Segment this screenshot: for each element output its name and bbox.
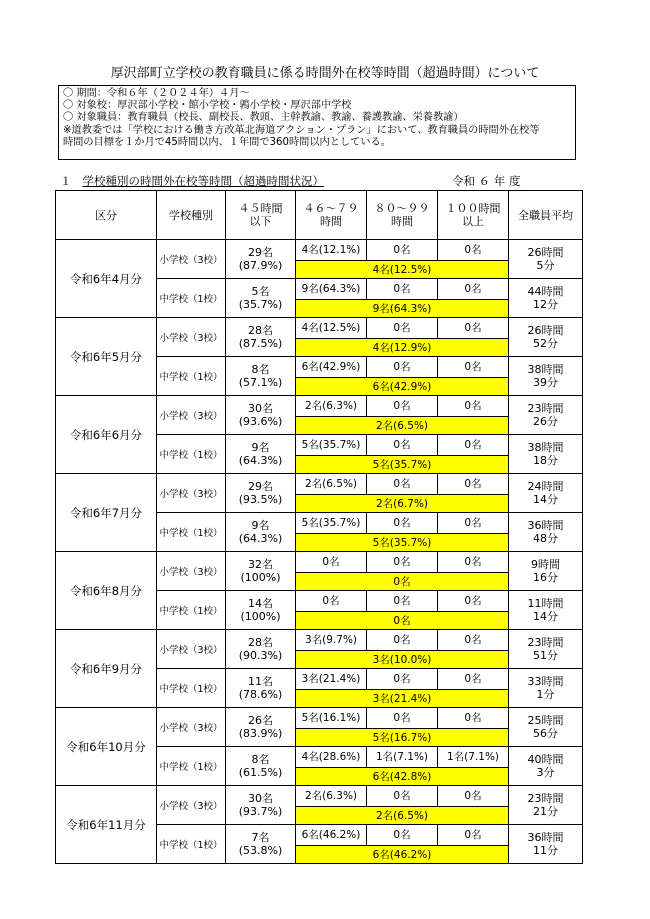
table-row (56, 552, 583, 573)
over-45h-total: 0名 (296, 573, 509, 591)
section-number: １ (60, 174, 72, 188)
section-title: 学校種別の時間外在校等時間（超過時間状況） (82, 174, 324, 188)
table-row (56, 396, 583, 417)
over-45h-total: 2名(6.7%) (296, 495, 509, 513)
note-period: 〇 期間：令和６年（２０２４年）４月～ (63, 88, 250, 99)
count-46-79h: 5名(35.7%) (296, 513, 367, 534)
table-body (56, 240, 583, 864)
table-row (56, 474, 583, 495)
over-45h-total: 5名(35.7%) (296, 534, 509, 552)
table-row (56, 786, 583, 807)
count-45h-or-less: 32名 (100%) (226, 552, 296, 591)
section-heading (60, 173, 324, 189)
over-45h-total: 4名(12.5%) (296, 261, 509, 279)
count-80-99h: 0名 (367, 552, 438, 573)
header-row (56, 191, 583, 240)
count-80-99h: 0名 (367, 825, 438, 846)
count-100h-or-more: 0名 (438, 513, 509, 534)
header-45h-or-less: ４５時間 以下 (226, 191, 296, 240)
count-46-79h: 2名(6.5%) (296, 474, 367, 495)
school-type: 小学校（3校） (157, 786, 226, 825)
header-period: 区分 (56, 191, 157, 240)
count-100h-or-more: 0名 (438, 591, 509, 612)
count-80-99h: 0名 (367, 708, 438, 729)
over-45h-total: 5名(16.7%) (296, 729, 509, 747)
count-100h-or-more: 0名 (438, 786, 509, 807)
over-45h-total: 5名(35.7%) (296, 456, 509, 474)
staff-average: 38時間 39分 (509, 357, 583, 396)
school-type: 小学校（3校） (157, 240, 226, 279)
school-type: 小学校（3校） (157, 708, 226, 747)
staff-average: 25時間 56分 (509, 708, 583, 747)
note-action-plan: ※道教委では「学校における働き方改革北海道アクション・プラン」において、教育職員の時間外在校等 (63, 124, 540, 136)
count-100h-or-more: 0名 (438, 552, 509, 573)
count-80-99h: 0名 (367, 240, 438, 261)
staff-average: 38時間 18分 (509, 435, 583, 474)
count-46-79h: 0名 (296, 552, 367, 573)
count-45h-or-less: 26名 (83.9%) (226, 708, 296, 747)
count-46-79h: 3名(9.7%) (296, 630, 367, 651)
count-80-99h: 0名 (367, 630, 438, 651)
count-46-79h: 6名(42.9%) (296, 357, 367, 378)
school-type: 小学校（3校） (157, 630, 226, 669)
count-45h-or-less: 29名 (87.9%) (226, 240, 296, 279)
count-80-99h: 0名 (367, 396, 438, 417)
count-46-79h: 2名(6.3%) (296, 396, 367, 417)
header-80-99h: ８０～９９ 時間 (367, 191, 438, 240)
count-80-99h: 0名 (367, 786, 438, 807)
count-100h-or-more: 0名 (438, 240, 509, 261)
table-row (56, 708, 583, 729)
over-45h-total: 6名(42.8%) (296, 768, 509, 786)
count-45h-or-less: 8名 (61.5%) (226, 747, 296, 786)
staff-average: 11時間 14分 (509, 591, 583, 630)
header-school-type: 学校種別 (157, 191, 226, 240)
period-label: 令和6年8月分 (56, 552, 157, 630)
overtime-table (55, 190, 583, 864)
staff-average: 36時間 48分 (509, 513, 583, 552)
school-type: 中学校（1校） (157, 435, 226, 474)
school-type: 小学校（3校） (157, 396, 226, 435)
count-45h-or-less: 14名 (100%) (226, 591, 296, 630)
header-100h-or-more: １００時間 以上 (438, 191, 509, 240)
count-46-79h: 9名(64.3%) (296, 279, 367, 300)
staff-average: 33時間 1分 (509, 669, 583, 708)
period-label: 令和6年7月分 (56, 474, 157, 552)
count-100h-or-more: 0名 (438, 357, 509, 378)
school-type: 小学校（3校） (157, 318, 226, 357)
count-80-99h: 0名 (367, 513, 438, 534)
count-80-99h: 0名 (367, 591, 438, 612)
count-100h-or-more: 0名 (438, 669, 509, 690)
count-46-79h: 6名(46.2%) (296, 825, 367, 846)
period-label: 令和6年11月分 (56, 786, 157, 864)
count-100h-or-more: 0名 (438, 474, 509, 495)
count-80-99h: 0名 (367, 357, 438, 378)
staff-average: 23時間 26分 (509, 396, 583, 435)
count-46-79h: 0名 (296, 591, 367, 612)
staff-average: 23時間 51分 (509, 630, 583, 669)
count-100h-or-more: 0名 (438, 318, 509, 339)
page-title: 厚沢部町立学校の教育職員に係る時間外在校等時間（超過時間）について (110, 66, 540, 81)
count-80-99h: 1名(7.1%) (367, 747, 438, 768)
over-45h-total: 0名 (296, 612, 509, 630)
count-46-79h: 5名(16.1%) (296, 708, 367, 729)
school-type: 中学校（1校） (157, 513, 226, 552)
count-45h-or-less: 7名 (53.8%) (226, 825, 296, 864)
count-80-99h: 0名 (367, 669, 438, 690)
over-45h-total: 6名(42.9%) (296, 378, 509, 396)
count-80-99h: 0名 (367, 318, 438, 339)
count-100h-or-more: 1名(7.1%) (438, 747, 509, 768)
period-label: 令和6年9月分 (56, 630, 157, 708)
staff-average: 9時間 16分 (509, 552, 583, 591)
count-100h-or-more: 0名 (438, 396, 509, 417)
period-label: 令和6年10月分 (56, 708, 157, 786)
count-46-79h: 3名(21.4%) (296, 669, 367, 690)
count-46-79h: 4名(28.6%) (296, 747, 367, 768)
notes-box (58, 85, 576, 160)
table-row (56, 318, 583, 339)
note-goal: 時間の目標を１か月で45時間以内、１年間で360時間以内としている。 (63, 136, 391, 148)
note-target-staff: 〇 対象職員：教育職員（校長、副校長、教頭、主幹教諭、教諭、養護教諭、栄養教諭） (63, 112, 464, 124)
over-45h-total: 9名(64.3%) (296, 300, 509, 318)
staff-average: 26時間 5分 (509, 240, 583, 279)
staff-average: 23時間 21分 (509, 786, 583, 825)
count-46-79h: 4名(12.5%) (296, 318, 367, 339)
count-46-79h: 5名(35.7%) (296, 435, 367, 456)
school-type: 中学校（1校） (157, 825, 226, 864)
over-45h-total: 2名(6.5%) (296, 807, 509, 825)
over-45h-total: 4名(12.9%) (296, 339, 509, 357)
count-45h-or-less: 11名 (78.6%) (226, 669, 296, 708)
count-100h-or-more: 0名 (438, 708, 509, 729)
header-staff-average: 全職員平均 (509, 191, 583, 240)
period-label: 令和6年4月分 (56, 240, 157, 318)
note-target-schools: 〇 対象校：厚沢部小学校・館小学校・鶉小学校・厚沢部中学校 (63, 100, 352, 112)
over-45h-total: 2名(6.5%) (296, 417, 509, 435)
school-type: 中学校（1校） (157, 669, 226, 708)
count-45h-or-less: 28名 (90.3%) (226, 630, 296, 669)
over-45h-total: 3名(10.0%) (296, 651, 509, 669)
school-type: 中学校（1校） (157, 747, 226, 786)
count-80-99h: 0名 (367, 279, 438, 300)
table-row (56, 240, 583, 261)
count-100h-or-more: 0名 (438, 435, 509, 456)
count-45h-or-less: 5名 (35.7%) (226, 279, 296, 318)
staff-average: 40時間 3分 (509, 747, 583, 786)
count-45h-or-less: 29名 (93.5%) (226, 474, 296, 513)
count-45h-or-less: 9名 (64.3%) (226, 513, 296, 552)
staff-average: 24時間 14分 (509, 474, 583, 513)
staff-average: 36時間 11分 (509, 825, 583, 864)
school-type: 小学校（3校） (157, 552, 226, 591)
period-label: 令和6年5月分 (56, 318, 157, 396)
school-type: 中学校（1校） (157, 279, 226, 318)
header-46-79h: ４６～７９ 時間 (296, 191, 367, 240)
over-45h-total: 3名(21.4%) (296, 690, 509, 708)
fiscal-year-label: 令和 ６ 年 度 (452, 174, 521, 188)
count-80-99h: 0名 (367, 435, 438, 456)
period-label: 令和6年6月分 (56, 396, 157, 474)
school-type: 中学校（1校） (157, 591, 226, 630)
count-45h-or-less: 8名 (57.1%) (226, 357, 296, 396)
staff-average: 26時間 52分 (509, 318, 583, 357)
count-100h-or-more: 0名 (438, 825, 509, 846)
count-46-79h: 2名(6.3%) (296, 786, 367, 807)
count-100h-or-more: 0名 (438, 630, 509, 651)
count-45h-or-less: 28名 (87.5%) (226, 318, 296, 357)
school-type: 小学校（3校） (157, 474, 226, 513)
over-45h-total: 6名(46.2%) (296, 846, 509, 864)
table-row (56, 630, 583, 651)
school-type: 中学校（1校） (157, 357, 226, 396)
count-45h-or-less: 30名 (93.6%) (226, 396, 296, 435)
count-45h-or-less: 9名 (64.3%) (226, 435, 296, 474)
count-100h-or-more: 0名 (438, 279, 509, 300)
staff-average: 44時間 12分 (509, 279, 583, 318)
count-45h-or-less: 30名 (93.7%) (226, 786, 296, 825)
count-46-79h: 4名(12.1%) (296, 240, 367, 261)
count-80-99h: 0名 (367, 474, 438, 495)
